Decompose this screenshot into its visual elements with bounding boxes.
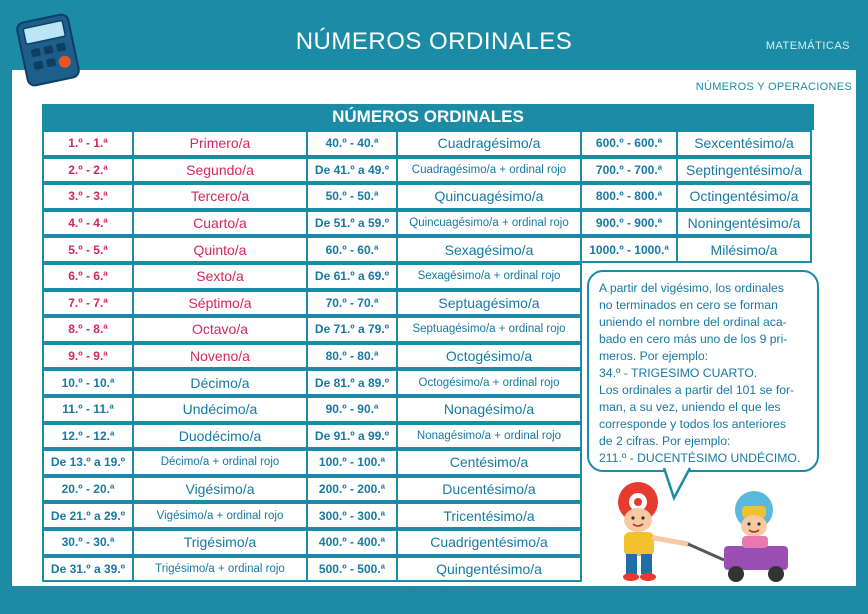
ordinal-number-cell: De 41.º a 49.º (306, 157, 398, 184)
ordinal-name-cell: Octavo/a (132, 316, 308, 343)
ordinal-name-cell: Trigésimo/a + ordinal rojo (132, 556, 308, 583)
ordinal-name-cell: Sexagésimo/a (396, 236, 582, 263)
ordinal-name-cell: Septingentésimo/a (676, 157, 812, 184)
table-title: NÚMEROS ORDINALES (42, 104, 814, 130)
ordinal-number-cell: De 71.º a 79.º (306, 316, 398, 343)
footer-url: www.edootek.com (770, 593, 852, 604)
ordinal-name-cell: Nonagésimo/a (396, 396, 582, 423)
subject-label: MATEMÁTICAS (765, 40, 850, 52)
topic-label: NÚMEROS Y OPERACIONES (695, 81, 852, 93)
kids-wagon-illustration (600, 480, 800, 584)
ordinal-number-cell: 1.º - 1.ª (42, 130, 134, 157)
ordinal-number-cell: 200.º - 200.ª (306, 476, 398, 503)
ordinal-number-cell: 100.º - 100.ª (306, 449, 398, 476)
ordinal-number-cell: 700.º - 700.ª (580, 157, 678, 184)
ordinal-number-cell: 3.º - 3.ª (42, 183, 134, 210)
ordinal-number-cell: De 91.º a 99.º (306, 423, 398, 450)
ordinal-number-cell: De 31.º a 39.º (42, 556, 134, 583)
ordinal-name-cell: Vigésimo/a (132, 476, 308, 503)
ordinal-name-cell: Milésimo/a (676, 236, 812, 263)
ordinal-name-cell: Tercero/a (132, 183, 308, 210)
note-line: corresponde y todos los anteriores (599, 417, 786, 431)
ordinal-number-cell: 2.º - 2.ª (42, 157, 134, 184)
ordinal-number-cell: 4.º - 4.ª (42, 210, 134, 237)
ordinal-number-cell: 6.º - 6.ª (42, 263, 134, 290)
ordinal-number-cell: De 51.º a 59.º (306, 210, 398, 237)
ordinal-number-cell: De 13.º a 19.º (42, 449, 134, 476)
note-line: A partir del vigésimo, los ordinales (599, 281, 784, 295)
ordinal-name-cell: Tricentésimo/a (396, 502, 582, 529)
ordinal-number-cell: De 81.º a 89.º (306, 369, 398, 396)
ordinal-number-cell: 5.º - 5.ª (42, 236, 134, 263)
note-line: Los ordinales a partir del 101 se for- (599, 383, 795, 397)
ordinal-number-cell: 70.º - 70.ª (306, 290, 398, 317)
ordinal-number-cell: 90.º - 90.ª (306, 396, 398, 423)
ordinal-number-cell: 30.º - 30.ª (42, 529, 134, 556)
ordinal-number-cell: 800.º - 800.ª (580, 183, 678, 210)
ordinal-number-cell: 9.º - 9.ª (42, 343, 134, 370)
ordinal-number-cell: 40.º - 40.ª (306, 130, 398, 157)
ordinal-name-cell: Noveno/a (132, 343, 308, 370)
ordinal-name-cell: Duodécimo/a (132, 423, 308, 450)
note-line: meros. Por ejemplo: (599, 349, 709, 363)
ordinal-name-cell: Octingentésimo/a (676, 183, 812, 210)
ordinal-number-cell: De 21.º a 29.º (42, 502, 134, 529)
ordinal-number-cell: 8.º - 8.ª (42, 316, 134, 343)
ordinal-name-cell: Décimo/a + ordinal rojo (132, 449, 308, 476)
ordinal-name-cell: Quingentésimo/a (396, 556, 582, 583)
page-title: NÚMEROS ORDINALES (295, 28, 573, 55)
note-line: de 2 cifras. Por ejemplo: (599, 434, 731, 448)
ordinal-name-cell: Quincuagésimo/a (396, 183, 582, 210)
note-line: 34.º - TRIGESIMO CUARTO. (599, 366, 758, 380)
ordinal-number-cell: 11.º - 11.ª (42, 396, 134, 423)
note-line: bado en cero más uno de los 9 pri- (599, 332, 788, 346)
ordinal-number-cell: 10.º - 10.ª (42, 369, 134, 396)
ordinal-name-cell: Segundo/a (132, 157, 308, 184)
ordinal-name-cell: Trigésimo/a (132, 529, 308, 556)
ordinal-name-cell: Primero/a (132, 130, 308, 157)
ordinal-name-cell: Quinto/a (132, 236, 308, 263)
ordinal-name-cell: Vigésimo/a + ordinal rojo (132, 502, 308, 529)
ordinal-number-cell: 80.º - 80.ª (306, 343, 398, 370)
ordinal-number-cell: De 61.º a 69.º (306, 263, 398, 290)
ordinal-number-cell: 20.º - 20.ª (42, 476, 134, 503)
note-line: no terminados en cero se forman (599, 298, 778, 312)
ordinal-name-cell: Sexagésimo/a + ordinal rojo (396, 263, 582, 290)
footer-logo: edootek (400, 588, 447, 602)
ordinal-number-cell: 500.º - 500.ª (306, 556, 398, 583)
ordinal-number-cell: 7.º - 7.ª (42, 290, 134, 317)
note-text (599, 280, 807, 467)
ordinal-name-cell: Undécimo/a (132, 396, 308, 423)
ordinal-name-cell: Quincuagésimo/a + ordinal rojo (396, 210, 582, 237)
ordinal-name-cell: Cuarto/a (132, 210, 308, 237)
ordinal-number-cell: 1000.º - 1000.ª (580, 236, 678, 263)
ordinal-name-cell: Noningentésimo/a (676, 210, 812, 237)
note-line: uniendo el nombre del ordinal aca- (599, 315, 787, 329)
ordinal-name-cell: Octogésimo/a (396, 343, 582, 370)
ordinal-name-cell: Ducentésimo/a (396, 476, 582, 503)
ordinal-name-cell: Septuagésimo/a + ordinal rojo (396, 316, 582, 343)
ordinal-number-cell: 600.º - 600.ª (580, 130, 678, 157)
note-line: man, a su vez, uniendo el que les (599, 400, 781, 414)
ordinal-name-cell: Cuadragésimo/a (396, 130, 582, 157)
ordinal-name-cell: Septuagésimo/a (396, 290, 582, 317)
ordinal-name-cell: Cuadragésimo/a + ordinal rojo (396, 157, 582, 184)
ordinal-name-cell: Cuadrigentésimo/a (396, 529, 582, 556)
ordinal-name-cell: Séptimo/a (132, 290, 308, 317)
ordinal-name-cell: Centésimo/a (396, 449, 582, 476)
footer-code: 01-01-07 (16, 593, 57, 604)
ordinal-number-cell: 300.º - 300.ª (306, 502, 398, 529)
note-line: 211.º - DUCENTÉSIMO UNDÉCIMO. (599, 451, 801, 465)
ordinal-name-cell: Nonagésimo/a + ordinal rojo (396, 423, 582, 450)
ordinal-name-cell: Sexto/a (132, 263, 308, 290)
ordinal-number-cell: 60.º - 60.ª (306, 236, 398, 263)
ordinal-number-cell: 400.º - 400.ª (306, 529, 398, 556)
ordinal-name-cell: Sexcentésimo/a (676, 130, 812, 157)
note-bubble (587, 270, 819, 472)
ordinal-name-cell: Décimo/a (132, 369, 308, 396)
ordinal-name-cell: Octogésimo/a + ordinal rojo (396, 369, 582, 396)
ordinal-number-cell: 50.º - 50.ª (306, 183, 398, 210)
ordinal-number-cell: 900.º - 900.ª (580, 210, 678, 237)
ordinal-number-cell: 12.º - 12.ª (42, 423, 134, 450)
